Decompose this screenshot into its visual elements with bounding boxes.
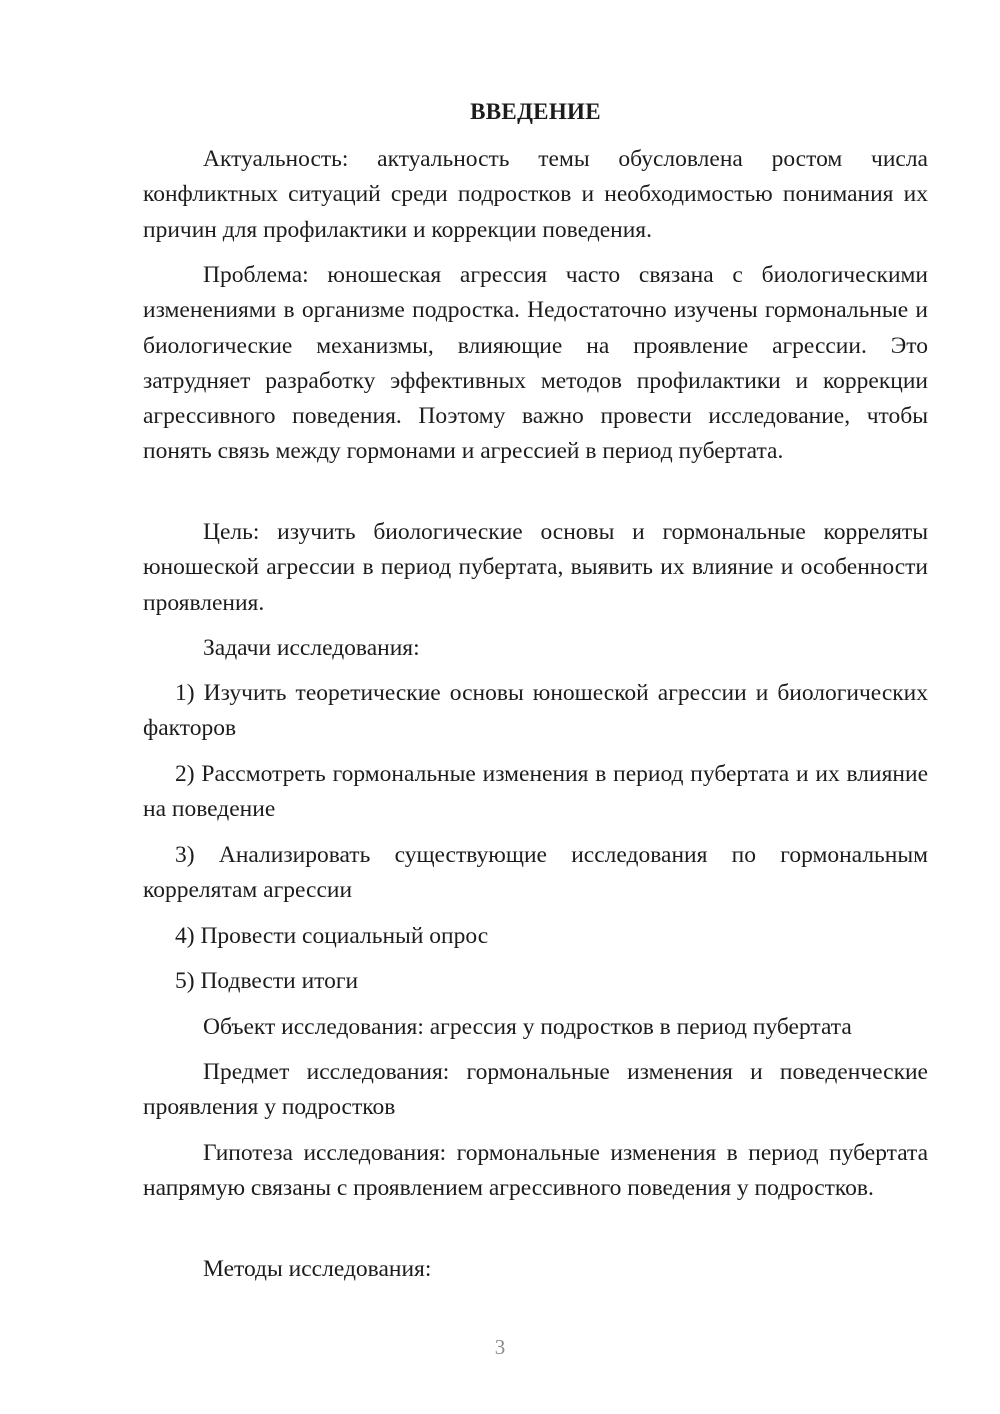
goal-paragraph: Цель: изучить биологические основы и гормональные корреляты юношеской агрессии в период пубертата, выявить их влияние и особенности проявления. [143, 519, 928, 616]
task-item-3: 3) Анализировать существующие исследования по гормональным коррелятам агрессии [143, 842, 928, 904]
relevance-paragraph: Актуальность: актуальность темы обусловлена ростом числа конфликтных ситуаций среди подростков и необходимостью понимания их причин для профилактики и коррекции поведения. [143, 146, 928, 243]
hypothesis-paragraph: Гипотеза исследования: гормональные изменения в период пубертата напрямую связаны с проявлением агрессивного поведения у подростков. [143, 1140, 928, 1202]
task-item-4: 4) Провести социальный опрос [175, 923, 489, 949]
problem-paragraph: Проблема: юношеская агрессия часто связана с биологическими изменениями в организме подростка. Недостаточно изучены гормональные и биологические механизмы, влияющие на проявление агрессии. Это затрудняет разработку эффективных методов профилактики и коррекции агрессивного поведения. Поэтому важно провести исследование, чтобы понять связь между гормонами и агрессией в период пубертата. [143, 262, 928, 465]
page-number: 3 [494, 1335, 506, 1359]
task-item-1: 1) Изучить теоретические основы юношеской агрессии и биологических факторов [143, 680, 928, 742]
tasks-heading: Задачи исследования: [203, 635, 420, 661]
subject-paragraph: Предмет исследования: гормональные изменения и поведенческие проявления у подростков [143, 1059, 928, 1121]
methods-paragraph: Методы исследования: [203, 1256, 432, 1282]
task-item-5: 5) Подвести итоги [175, 968, 359, 994]
task-item-2: 2) Рассмотреть гормональные изменения в период пубертата и их влияние на поведение [143, 761, 928, 823]
section-title: ВВЕДЕНИЕ [470, 99, 601, 124]
object-paragraph: Объект исследования: агрессия у подростков в период пубертата [203, 1014, 852, 1040]
